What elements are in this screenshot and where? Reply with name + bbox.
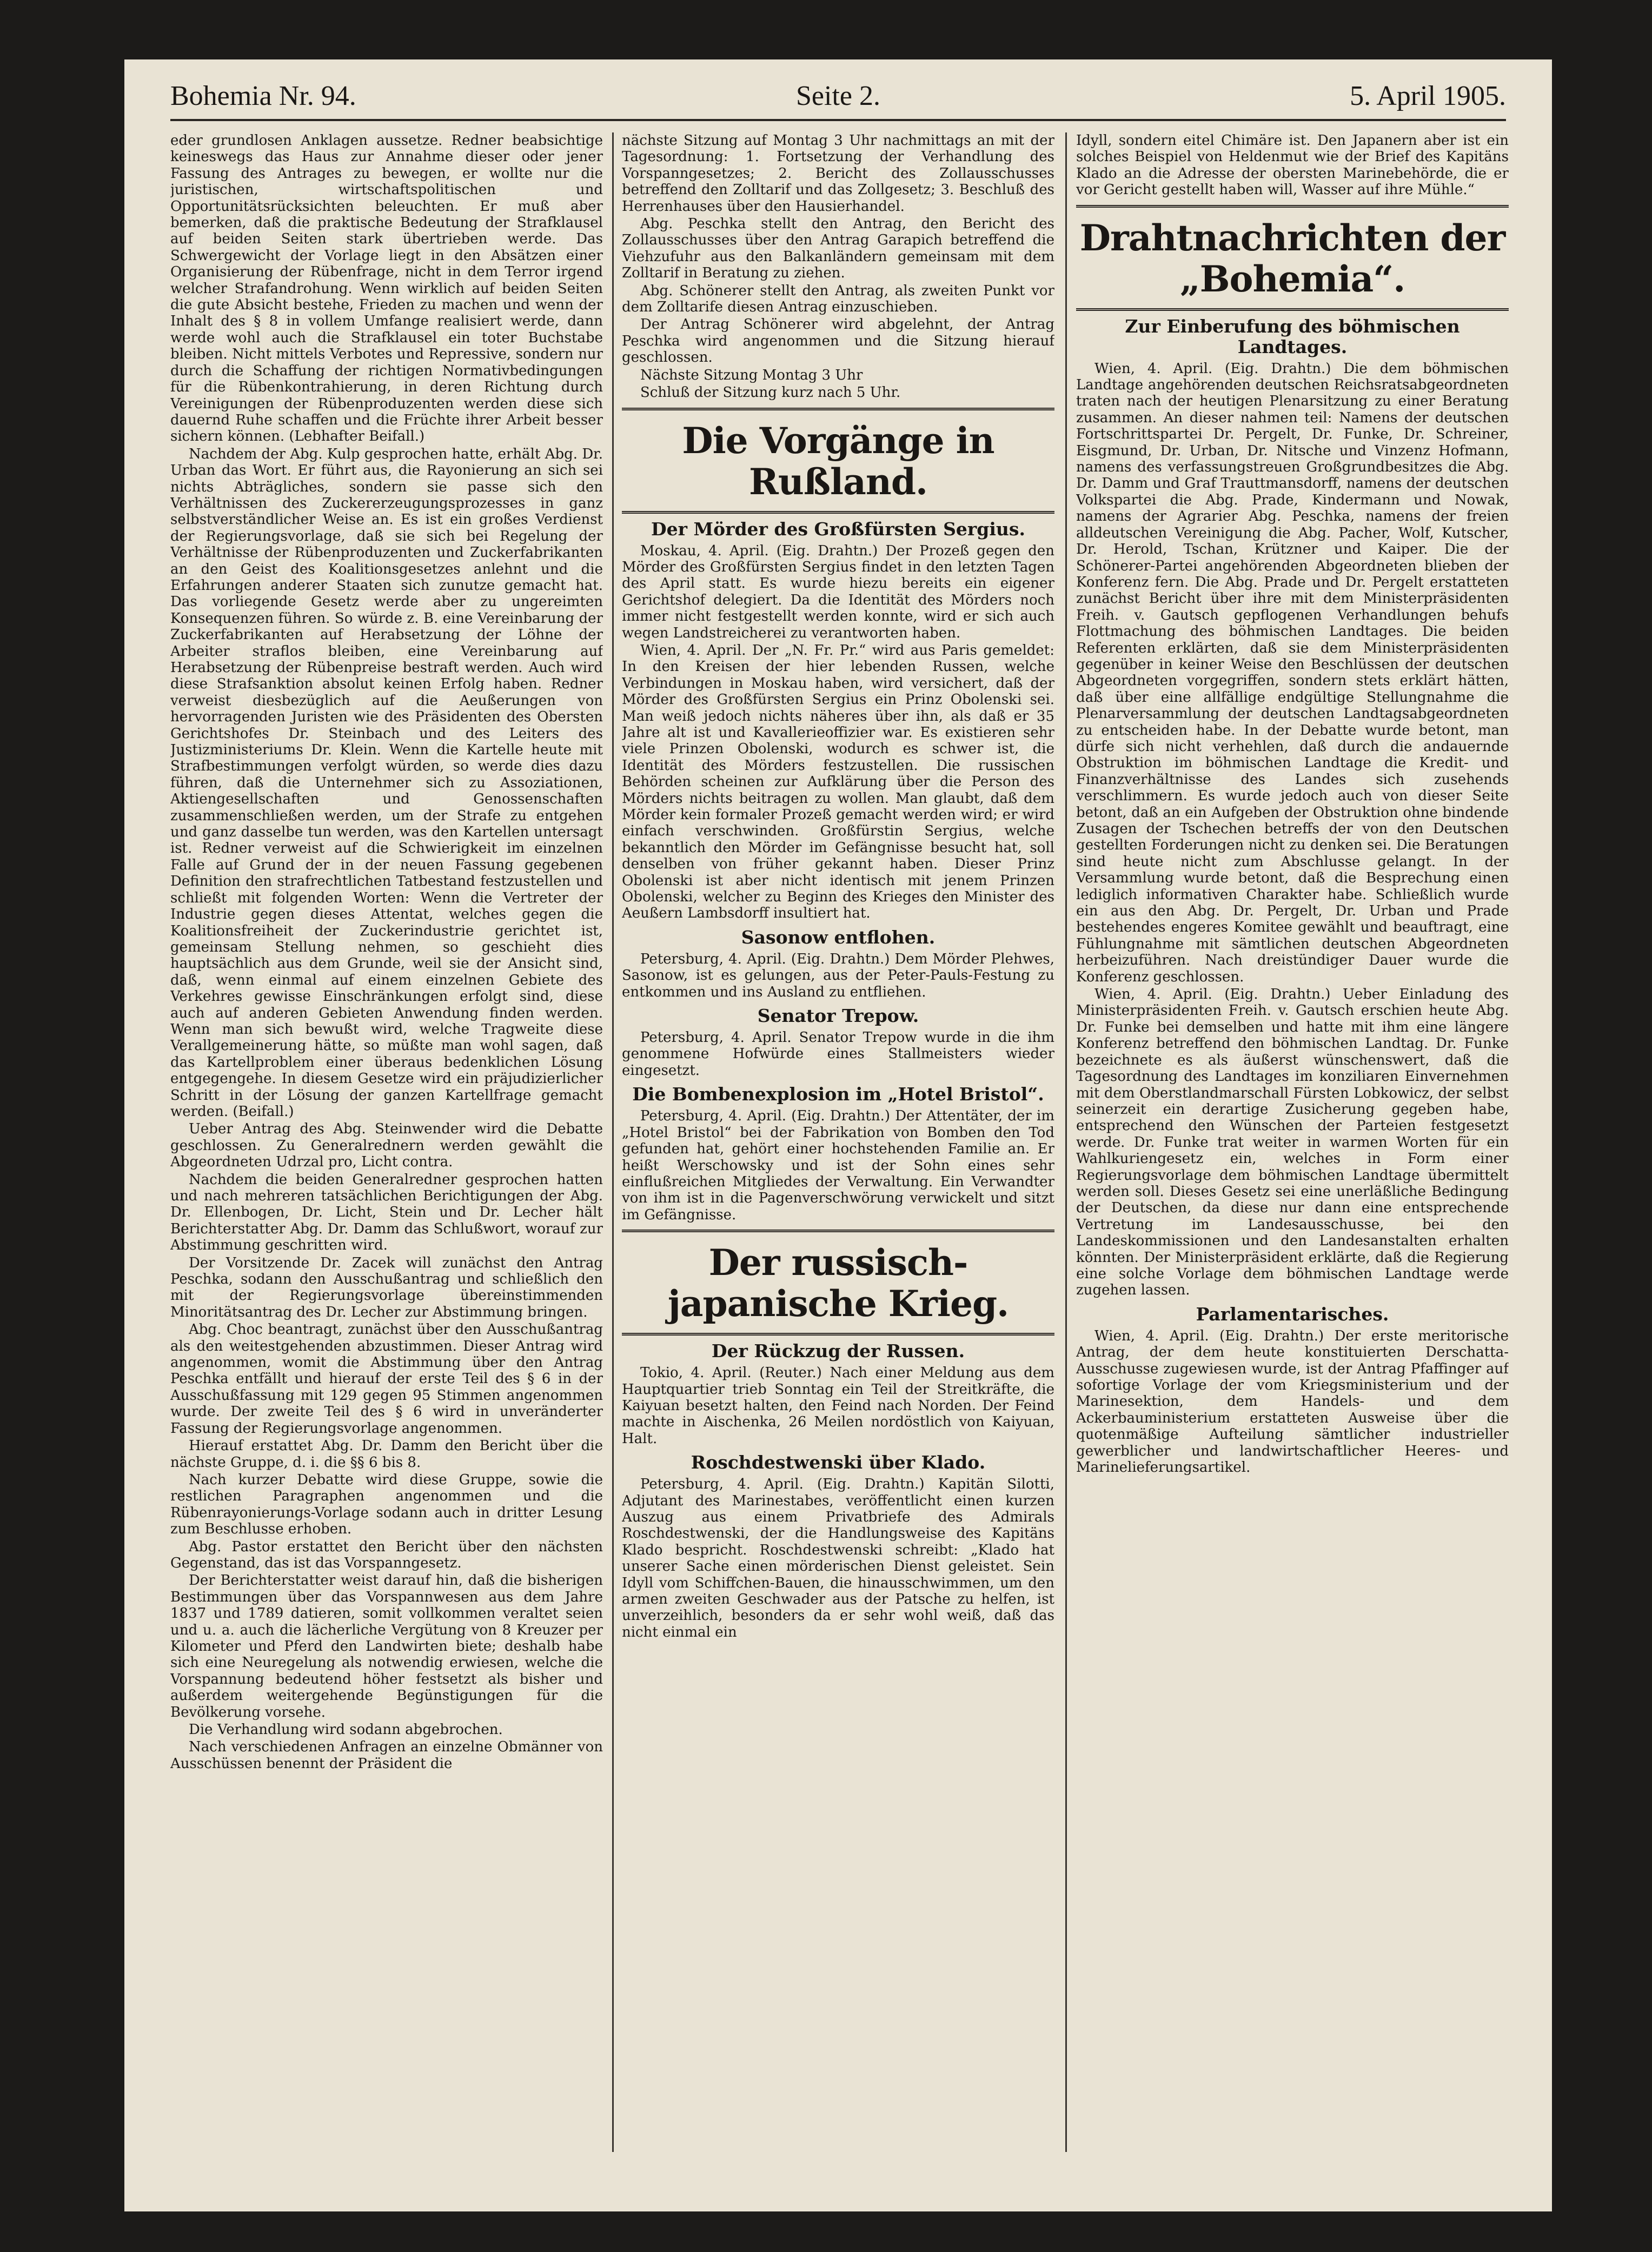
section-headline: Die Vorgänge in Rußland. [682,419,994,503]
paragraph: Idyll, sondern eitel Chimäre ist. Den Japanern aber ist ein solches Beispiel von Heldenmut wie der Brief des Kapitäns Klado an die Adresse der obersten Marinebehörde, die er vor Gericht gestellt haben will, Wasser auf ihre Mühle.“ [1076,132,1509,198]
paragraph: Schluß der Sitzung kurz nach 5 Uhr. [640,384,901,401]
article-headline: Senator Trepow. [757,1005,919,1027]
paragraph: Petersburg, 4. April. Senator Trepow wurde in die ihm genommene Hofwürde eines Stallmeisters wieder eingesetzt. [622,1029,1054,1079]
paragraph: eder grundlosen Anklagen aussetze. Redner beabsichtige keineswegs das Haus zur Annahme dieser oder jener Fassung des Antrages zu bewegen, er wollte nur die juristischen, wirtschaftspolitischen und Opportunitätsrücksichten beleuchten. Er muß aber bemerken, daß die praktische Bedeutung der Strafklausel auf beiden Seiten stark übertrieben werde. Das Schwergewicht der Vorlage liegt in den Absätzen einer Organisierung der Rübenfrage, nicht in dem Terror irgend welcher Strafandrohung. Wenn wirklich auf beiden Seiten die gute Absicht bestehe, Frieden zu machen und wenn der Inhalt des § 8 in vollem Umfange realisiert werde, dann werde wohl auch die Strafklausel ein toter Buchstabe bleiben. Nicht mittels Verbotes und Repressive, sondern nur durch die Schaffung der richtigen Normativbedingungen für die Rübenkontrahierung, in deren Richtung durch Vereinigungen der Rübenproduzenten werden diese sich dauernd Ruhe schaffen und die Früchte ihrer Arbeit besser sichern können. (Lebhafter Beifall.) [170,132,603,445]
paragraph: Der Berichterstatter weist darauf hin, daß die bisherigen Bestimmungen über das Vorspannwesen aus dem Jahre 1837 und 1789 datieren, somit vollkommen veraltet seien und u. a. auch die lächerliche Vergütung von 8 Kreuzer per Kilometer und Pferd den Landwirten biete; deshalb habe sich eine Neuregelung als notwendig erwiesen, welche die Vorspannung bedeutend höher festsetzt als bisher und außerdem weitergehende Begünstigungen für die Bevölkerung vorsehe. [170,1572,603,1720]
paragraph: Nächste Sitzung Montag 3 Uhr [640,367,863,383]
article-headline: Der Mörder des Großfürsten Sergius. [651,518,1025,540]
paragraph: Nachdem die beiden Generalredner gesprochen hatten und nach mehreren tatsächlichen Berichtigungen der Abg. Dr. Ellenbogen, Dr. Licht, Stein und Dr. Lecher hält Berichterstatter Abg. Dr. Damm das Schlußwort, worauf zur Abstimmung geschritten wird. [170,1171,603,1254]
section-headline: Drahtnachrichten der „Bohemia“. [1079,216,1505,300]
paragraph: Petersburg, 4. April. (Eig. Drahtn.) Der Attentäter, der im „Hotel Bristol“ bei der Fabrikation von Bomben den Tod gefunden hat, gehört einer hochstehenden Familie an. Er heißt Werschowsky und ist der Sohn eines sehr einflußreichen Mitgliedes der Verwaltung. Ein Verwandter von ihm ist in die Pagenverschwörung verwickelt und sitzt im Gefängnisse. [622,1108,1054,1223]
paragraph: Der Antrag Schönerer wird abgelehnt, der Antrag Peschka wird angenommen und die Sitzung hierauf geschlossen. [622,316,1054,366]
article-headline: Roschdestwenski über Klado. [691,1452,986,1473]
article-headline: Der Rückzug der Russen. [711,1340,965,1362]
paragraph: Nach kurzer Debatte wird diese Gruppe, sowie die restlichen Paragraphen angenommen und die Rübenrayonierungs-Vorlage sodann auch in dritter Lesung zum Beschlusse erhoben. [170,1471,603,1538]
paragraph: Die Verhandlung wird sodann abgebrochen. [189,1722,503,1738]
section-war [622,1230,1054,1336]
section-russia [622,408,1054,514]
header-page-number: Seite 2. [796,81,880,111]
header-date: 5. April 1905. [1350,81,1506,111]
paragraph: Tokio, 4. April. (Reuter.) Nach einer Meldung aus dem Hauptquartier trieb Sonntag ein Teil der Streitkräfte, die Kaiyuan besetzt halten, den Feind nach Norden. Der Feind machte in Aischenka, 26 Meilen nordöstlich von Kaiyuan, Halt. [622,1365,1054,1447]
page-header [170,76,1506,121]
column-rule [612,132,614,2152]
paragraph: Nachdem der Abg. Kulp gesprochen hatte, erhält Abg. Dr. Urban das Wort. Er führt aus, die Rayonierung an sich sei nichts Abträgliches, sondern sie passe sich den Verhältnissen des Zuckererzeugungsprozesses in ganz selbstverständlicher Weise an. Es ist ein großes Verdienst der Regierungsvorlage, daß sie sich bei Regelung der Verhältnisse der Rübenproduzenten und Zuckerfabrikanten an den Geist des Koalitionsgesetzes anlehnt und die Erfahrungen anderer Staaten sich zunutze gemacht hat. Das vorliegende Gesetz werde aber zu ungereimten Konsequenzen führen. So würde z. B. eine Vereinbarung der Zuckerfabrikanten auf Herabsetzung der Löhne der Arbeiter straflos bleiben, eine Vereinbarung auf Herabsetzung der Rübenpreise bestraft werden. Auch wird diese Strafsanktion absolut keinen Erfolg haben. Redner verweist diesbezüglich auf die Aeußerungen von hervorragenden Juristen wie des Präsidenten des Obersten Gerichtshofes Dr. Steinbach und des Leiters des Justizministeriums Dr. Klein. Wenn die Kartelle heute mit Strafbestimmungen verfolgt würden, so werde dies dazu führen, daß die Unternehmer sich zu Assoziationen, Aktiengesellschaften und Genossenschaften zusammenschließen werden, um der Strafe zu entgehen und ganz dasselbe tun werden, was den Kartellen untersagt ist. Redner verweist auf die Schwierigkeit im einzelnen Falle auf Grund der in der neuen Fassung gegebenen Definition den strafrechtlichen Tatbestand festzustellen und schließt mit folgenden Worten: Wenn die Vertreter der Industrie gegen dieses Attentat, welches gegen die Koalitionsfreiheit der Zuckerindustrie gerichtet ist, gemeinsam Stellung nehmen, so geschieht dies hauptsächlich aus dem Grunde, weil sie der Ansicht sind, daß, wenn einmal auf einem einzelnen Gebiete des Verkehres gewisse Einschränkungen erfolgt sind, diese auch auf anderen Gebieten Anwendung finden werden. Wenn man sich bewußt wird, welche Tragweite diese Verallgemeinerung hätte, so müßte man wohl sagen, daß das Kartellproblem einer überaus bedenklichen Lösung entgegengehe. In diesem Gesetze wird ein präjudizierlicher Schritt in der Lösung der ganzen Kartellfrage gemacht werden. (Beifall.) [170,446,603,1120]
paragraph: Abg. Choc beantragt, zunächst über den Ausschußantrag als den weitestgehenden abzustimmen. Dieser Antrag wird angenommen, womit die Abstimmung über den Antrag Peschka entfällt und hierauf der erste Teil des § 6 in der Ausschußfassung mit 129 gegen 95 Stimmen angenommen wurde. Der zweite Teil des § 6 wird in unveränderter Fassung der Regierungsvorlage angenommen. [170,1321,603,1437]
paragraph: Petersburg, 4. April. (Eig. Drahtn.) Kapitän Silotti, Adjutant des Marinestabes, veröffentlicht einen kurzen Auszug aus einem Privatbriefe des Admirals Roschdestwenski, der die Handlungsweise des Kapitäns Klado bespricht. Roschdestwenski schreibt: „Klado hat unserer Sache einen mörderischen Dienst geleistet. Sein Idyll vom Schiffchen-Bauen, die hinausschwimmen, um den armen zweiten Geschwader aus der Patsche zu helfen, ist unverzeihlich, besonders da er sehr wohl weiß, daß das nicht einmal ein [622,1476,1054,1640]
paragraph: Wien, 4. April. (Eig. Drahtn.) Die dem böhmischen Landtage angehörenden deutschen Reichsratsabgeordneten traten nach der heutigen Plenarsitzung zu einer Beratung zusammen. An dieser nahmen teil: Namens der deutschen Fortschrittspartei Dr. Pergelt, Dr. Funke, Dr. Schreiner, Eisgmund, Dr. Urban, Dr. Nitsche und Vinzenz Hofmann, namens des verfassungstreuen Großgrundbesitzes die Abg. Dr. Damm und Graf Trauttmansdorff, namens der deutschen Volkspartei die Abg. Prade, Kindermann und Nowak, namens der Agrarier Abg. Peschka, namens der freien alldeutschen Vereinigung die Abg. Pacher, Wolf, Kutscher, Dr. Herold, Tschan, Krützner und Kaiper. Die der Schönerer-Partei angehörenden Abgeordneten blieben der Konferenz fern. Die Abg. Prade und Dr. Pergelt erstatteten zunächst Bericht über ihre mit dem Ministerpräsidenten Freih. v. Gautsch gepflogenen Verhandlungen behufs Flottmachung des böhmischen Landtages. Die beiden Referenten erklärten, daß sie dem Ministerpräsidenten gegenüber in keiner Weise den Beschlüssen der deutschen Abgeordneten vorgegriffen, sondern stets erklärt hätten, daß über eine allfällige endgültige Stellungnahme die Plenarversammlung der deutschen Landtagsabgeordneten zu entscheiden habe. In der Debatte wurde betont, man dürfe sich nicht verhehlen, daß durch die andauernde Obstruktion im böhmischen Landtage die Kredit- und Finanzverhältnisse des Landes sich zusehends verschlimmern. Es wurde jedoch auch von dieser Seite betont, daß an ein Aufgeben der Obstruktion ohne bindende Zusagen der Tschechen betreffs der von den Deutschen gestellten Forderungen nicht zu denken sei. Die Beratungen sind heute nicht zum Abschlusse gelangt. In der Versammlung wurde betont, daß die Besprechung einen lediglich informativen Charakter habe. Schließlich wurde ein aus den Abg. Dr. Pergelt, Dr. Urban und Prade bestehendes engeres Komitee gewählt und beauftragt, eine Fühlungnahme mit sämtlichen deutschen Abgeordneten herbeizuführen. Nach dreistündiger Dauer wurde die Konferenz geschlossen. [1076,360,1509,985]
paragraph: Abg. Pastor erstattet den Bericht über den nächsten Gegenstand, das ist das Vorspanngesetz. [170,1538,603,1571]
paragraph: Nach verschiedenen Anfragen an einzelne Obmänner von Ausschüssen benennt der Präsident die [170,1739,603,1772]
article-headline: Zur Einberufung des böhmischen Landtages. [1125,315,1460,357]
header-masthead: Bohemia Nr. 94. [170,81,356,111]
paragraph: Moskau, 4. April. (Eig. Drahtn.) Der Prozeß gegen den Mörder des Großfürsten Sergius findet in den letzten Tagen des April statt. Es wurde hiezu bereits ein eigener Gerichtshof delegiert. Da die Identität des Mörders noch immer nicht festgestellt werden konnte, wird er sich auch wegen Landstreicherei zu verantworten haben. [622,542,1054,641]
section-telegrams [1076,205,1509,311]
paragraph: Petersburg, 4. April. (Eig. Drahtn.) Dem Mörder Plehwes, Sasonow, ist es gelungen, aus der Peter-Pauls-Festung zu entkommen und ins Ausland zu entfliehen. [622,951,1054,1000]
paragraph: Abg. Schönerer stellt den Antrag, als zweiten Punkt vor dem Zolltarife diesen Antrag einzuschieben. [622,282,1054,316]
paragraph: Der Vorsitzende Dr. Zacek will zunächst den Antrag Peschka, sodann den Ausschußantrag und schließlich den mit der Regierungsvorlage übereinstimmenden Minoritätsantrag des Dr. Lecher zur Abstimmung bringen. [170,1254,603,1320]
article-headline: Die Bombenexplosion im „Hotel Bristol“. [632,1084,1044,1105]
article-headline: Sasonow entflohen. [741,926,936,948]
paragraph: Wien, 4. April. Der „N. Fr. Pr.“ wird aus Paris gemeldet: In den Kreisen der hier lebenden Russen, welche Verbindungen in Moskau haben, wird versichert, daß der Mörder des Großfürsten Sergius ein Prinz Obolenski sei. Man weiß jedoch nichts näheres über ihn, als daß er 35 Jahre alt ist und Kavallerieoffizier war. Es existieren sehr viele Prinzen Obolenski, wodurch es schwer ist, die Identität des Mörders festzustellen. Die russischen Behörden scheinen zur Aufklärung über die Person des Mörders nichts beitragen zu wollen. Man glaubt, daß dem Mörder kein formaler Prozeß gemacht werden wird; er wird einfach verschwinden. Großfürstin Sergius, welche bekanntlich den Mörder im Gefängnisse besucht hat, soll denselben von früher gekannt haben. Dieser Prinz Obolenski ist aber nicht identisch mit jenem Prinzen Obolenski, welcher zu Beginn des Krieges den Minister des Aeußern Lambsdorff insultiert hat. [622,642,1054,922]
paragraph: nächste Sitzung auf Montag 3 Uhr nachmittags an mit der Tagesordnung: 1. Fortsetzung der Verhandlung des Vorspanngesetzes; 2. Bericht des Zollausschusses betreffend den Zolltarif und das Zollgesetz; 3. Beschluß des Herrenhauses über den Hausierhandel. [622,132,1054,215]
article-headline: Parlamentarisches. [1196,1303,1389,1325]
column-rule [1065,132,1067,2152]
column-2 [622,132,1054,2152]
column-3 [1076,132,1509,2152]
paragraph: Abg. Peschka stellt den Antrag, den Bericht des Zollausschusses über den Antrag Garapich betreffend die Viehzufuhr aus den Balkanländern gemeinsam mit dem Zolltarif in Beratung zu ziehen. [622,216,1054,282]
column-1 [170,132,603,2152]
paragraph: Ueber Antrag des Abg. Steinwender wird die Debatte geschlossen. Zu Generalrednern werden gewählt die Abgeordneten Udrzal pro, Licht contra. [170,1121,603,1171]
paragraph: Wien, 4. April. (Eig. Drahtn.) Ueber Einladung des Ministerpräsidenten Freih. v. Gautsch erschien heute Abg. Dr. Funke bei demselben und hatte mit ihm eine längere Konferenz betreffend den böhmischen Landtag. Dr. Funke bezeichnete es als äußerst wünschenswert, daß die Tagesordnung des Landtages im konziliaren Einvernehmen mit dem Oberstlandmarschall Fürsten Lobkowicz, der selbst seinerzeit ein derartige Zusicherung gegeben habe, entsprechend den Wünschen der Parteien festgesetzt werde. Dr. Funke trat weiter in warmen Worten für ein Wahlkuriengesetz ein, welches in Form einer Regierungsvorlage dem böhmischen Landtage übermittelt werden soll. Dieses Gesetz sei eine unerläßliche Bedingung der Deutschen, da diese nur dann eine entsprechende Vertretung im Landesausschusse, bei den Landeskommissionen und den Landesanstalten erhalten könnten. Der Ministerpräsident erklärte, daß die Regierung eine solche Vorlage dem böhmischen Landtage werde zugehen lassen. [1076,986,1509,1299]
section-headline: Der russisch-japanische Krieg. [667,1241,1009,1325]
paragraph: Hierauf erstattet Abg. Dr. Damm den Bericht über die nächste Gruppe, d. i. die §§ 6 bis 8. [170,1438,603,1471]
newspaper-page [124,59,1552,2211]
paragraph: Wien, 4. April. (Eig. Drahtn.) Der erste meritorische Antrag, der dem heute konstituierten Derschatta-Ausschusse zugewiesen wurde, ist der Antrag Pfaffinger auf sofortige Vorlage der vom Kriegsministerium und der Marinesektion, dem Handels- und dem Ackerbauministerium erstatteten Ausweise über die quotenmäßige Aufteilung sämtlicher industrieller gewerblicher und landwirtschaftlicher Heeres- und Marinelieferungsartikel. [1076,1327,1509,1476]
